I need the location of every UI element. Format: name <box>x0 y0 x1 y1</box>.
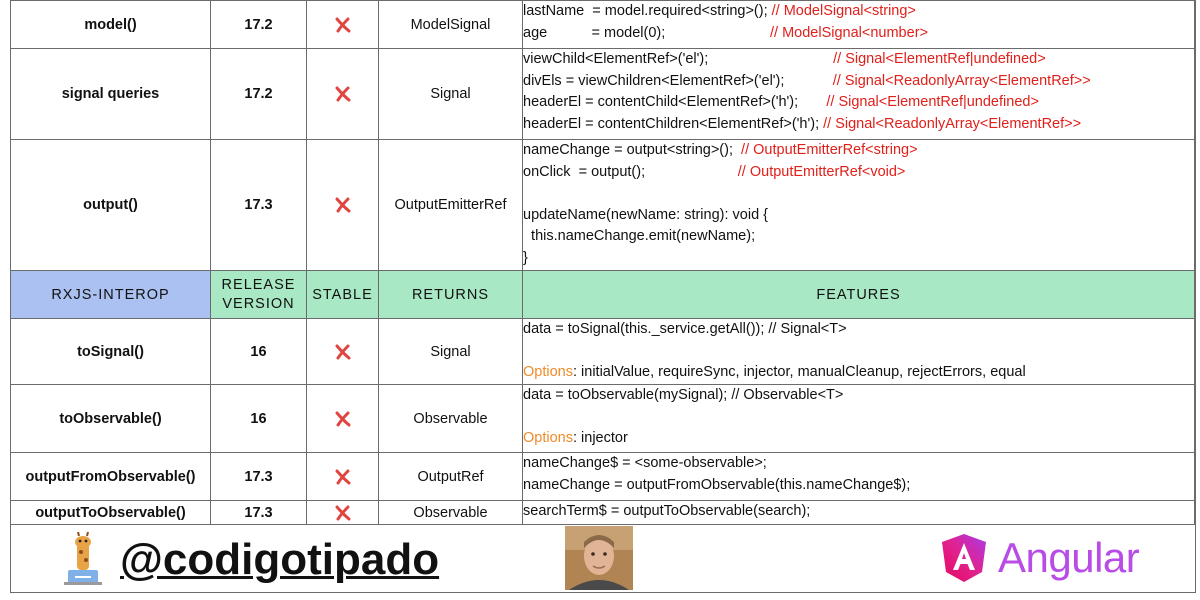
signals-rows <box>11 1 1195 271</box>
code-line <box>523 362 1194 384</box>
code-text: onClick = output(); <box>523 163 738 180</box>
code-line <box>523 114 1194 136</box>
stable-status <box>307 501 379 525</box>
code-text: updateName(newName: string): void { <box>523 206 769 223</box>
author-photo <box>565 526 633 590</box>
code-text: headerEl = contentChildren<ElementRef>('h'); <box>523 115 824 132</box>
rxjs-rows <box>11 319 1195 525</box>
code-line <box>523 319 1194 341</box>
stable-status <box>307 319 379 385</box>
cross-icon <box>334 196 352 214</box>
code-text: nameChange = output<string>(); <box>523 142 742 158</box>
code-line <box>523 140 1194 162</box>
giraffe-laptop-icon <box>60 532 106 586</box>
release-version: 16 <box>211 319 307 385</box>
code-text: searchTerm$ = outputToObservable(search); <box>523 503 811 519</box>
type-comment: // OutputEmitterRef<string> <box>741 142 918 158</box>
table-row <box>11 1 1195 49</box>
code-line <box>523 71 1194 93</box>
features-code <box>523 140 1195 271</box>
features-code <box>523 319 1195 385</box>
header-group: RXJS-INTEROP <box>11 271 211 319</box>
cross-icon <box>334 504 352 522</box>
features-code <box>523 385 1195 453</box>
returns-type: Observable <box>379 385 523 453</box>
table-row <box>11 501 1195 525</box>
cross-icon <box>334 16 352 34</box>
code-text: this.nameChange.emit(newName); <box>523 228 756 244</box>
code-line <box>523 501 1194 523</box>
returns-type: Signal <box>379 49 523 140</box>
code-line <box>523 428 1194 450</box>
features-code <box>523 1 1195 49</box>
release-version: 17.3 <box>211 501 307 525</box>
code-text: viewChild<ElementRef>('el'); <box>523 51 834 67</box>
code-text: divEls = viewChildren<ElementRef>('el'); <box>523 72 833 89</box>
stable-status <box>307 1 379 49</box>
cross-icon <box>334 85 352 103</box>
type-comment: // Signal<ElementRef|undefined> <box>833 51 1046 67</box>
cross-icon <box>334 468 352 486</box>
returns-type: OutputEmitterRef <box>379 140 523 271</box>
code-line <box>523 23 1194 45</box>
type-comment: // ModelSignal<number> <box>770 24 928 41</box>
author-handle[interactable]: @codigotipado <box>120 535 440 584</box>
header-returns: RETURNS <box>379 271 523 319</box>
cross-icon <box>334 343 352 361</box>
code-text: : injector <box>572 430 628 446</box>
release-version: 16 <box>211 385 307 453</box>
release-version: 17.3 <box>211 140 307 271</box>
api-name: signal queries <box>11 49 211 140</box>
stable-status <box>307 49 379 140</box>
api-name: outputFromObservable() <box>11 453 211 501</box>
returns-type: Observable <box>379 501 523 525</box>
code-line <box>523 92 1194 114</box>
table-row <box>11 140 1195 271</box>
table-row <box>11 453 1195 501</box>
stable-status <box>307 453 379 501</box>
code-line <box>523 1 1194 23</box>
code-text: age = model(0); <box>523 24 770 41</box>
code-line <box>523 385 1194 407</box>
returns-type: Signal <box>379 319 523 385</box>
api-name: output() <box>11 140 211 271</box>
code-line <box>523 341 1194 363</box>
code-line <box>523 453 1194 475</box>
code-text: nameChange$ = <some-observable>; <box>523 455 767 471</box>
stable-status <box>307 385 379 453</box>
code-text: data = toObservable(mySignal); // Observable<T> <box>523 387 844 403</box>
type-comment: // Signal<ElementRef|undefined> <box>826 94 1039 110</box>
code-text: } <box>523 249 528 266</box>
code-text: lastName = model.required<string>(); <box>523 3 772 19</box>
angular-brand-text: Angular <box>998 534 1140 581</box>
options-label: Options <box>523 430 573 446</box>
header-stable: STABLE <box>307 271 379 319</box>
release-version: 17.2 <box>211 49 307 140</box>
returns-type: ModelSignal <box>379 1 523 49</box>
features-code <box>523 49 1195 140</box>
code-line <box>523 407 1194 429</box>
header-release-version: RELEASE VERSION <box>211 271 307 319</box>
code-text: data = toSignal(this._service.getAll()); // Signal<T> <box>523 321 847 337</box>
header-features: FEATURES <box>523 271 1195 319</box>
code-line <box>523 248 1194 270</box>
code-line <box>523 205 1194 227</box>
options-label: Options <box>523 364 573 380</box>
cross-icon <box>334 410 352 428</box>
api-name: model() <box>11 1 211 49</box>
code-text: nameChange = outputFromObservable(this.nameChange$); <box>523 476 911 493</box>
code-line <box>523 475 1194 497</box>
code-line <box>523 49 1194 71</box>
returns-type: OutputRef <box>379 453 523 501</box>
code-text: headerEl = contentChild<ElementRef>('h'); <box>523 94 827 110</box>
table-row <box>11 49 1195 140</box>
code-line <box>523 183 1194 205</box>
table-row <box>11 385 1195 453</box>
code-line <box>523 226 1194 248</box>
features-code <box>523 453 1195 501</box>
type-comment: // OutputEmitterRef<void> <box>737 163 906 180</box>
angular-logo-icon <box>938 532 990 584</box>
features-code <box>523 501 1195 525</box>
api-name: toSignal() <box>11 319 211 385</box>
stable-status <box>307 140 379 271</box>
table-row <box>11 319 1195 385</box>
signals-table <box>10 0 1195 525</box>
type-comment: // Signal<ReadonlyArray<ElementRef>> <box>832 72 1091 89</box>
release-version: 17.3 <box>211 453 307 501</box>
code-line <box>523 162 1194 184</box>
footer <box>10 526 1195 592</box>
release-version: 17.2 <box>211 1 307 49</box>
rxjs-header <box>11 271 1195 319</box>
type-comment: // Signal<ReadonlyArray<ElementRef>> <box>823 115 1082 132</box>
code-text: : initialValue, requireSync, injector, manualCleanup, rejectErrors, equal <box>572 364 1026 380</box>
type-comment: // ModelSignal<string> <box>771 3 916 19</box>
api-name: outputToObservable() <box>11 501 211 525</box>
api-name: toObservable() <box>11 385 211 453</box>
